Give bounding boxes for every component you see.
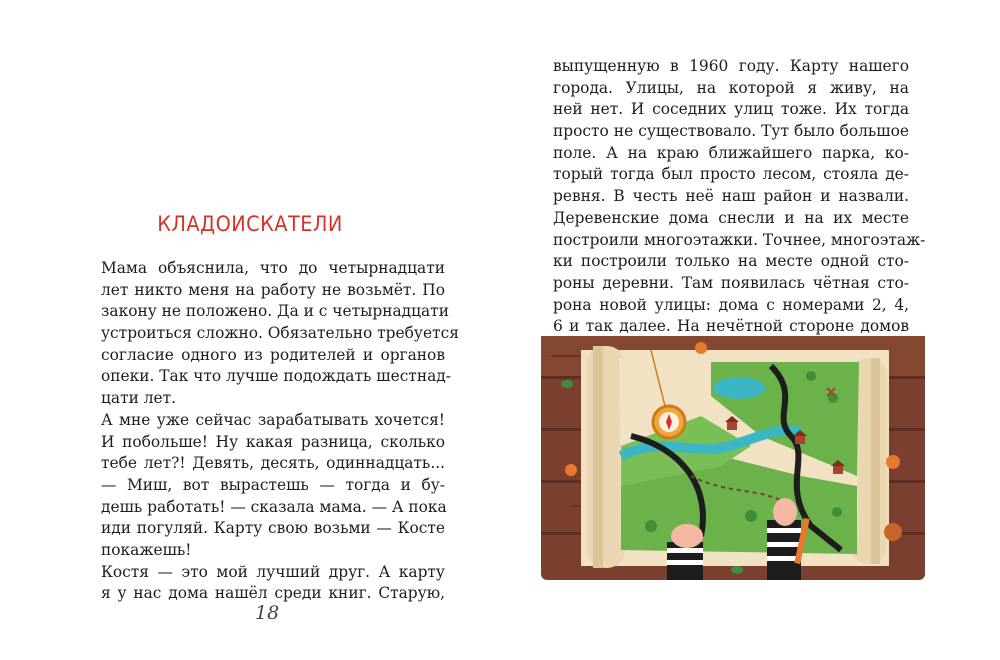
text-line: ки построили только на месте одной сто- xyxy=(553,252,909,271)
text-line: ревня. В честь неё наш район и назвали. xyxy=(553,187,909,206)
text-line: иди погуляй. Карту свою возьми — Косте xyxy=(101,519,445,538)
text-line: ней нет. И соседних улиц тоже. Их тогда xyxy=(553,100,909,119)
text-line: И побольше! Ну какая разница, сколько xyxy=(101,432,445,451)
text-line: согласие одного из родителей и органов xyxy=(101,345,445,364)
text-line: Мама объяснила, что до четырнадцати xyxy=(101,259,445,277)
right-text-block xyxy=(553,56,926,338)
text-line: 6 и так далее. На нечётной стороне домов xyxy=(553,317,909,336)
text-line: опеки. Так что лучше подождать шестнад- xyxy=(101,367,451,386)
text-line: устроиться сложно. Обязательно требуется xyxy=(101,324,459,343)
left-text-block xyxy=(101,258,459,605)
text-line: цати лет. xyxy=(101,389,177,408)
text-line: тебе лет?! Девять, десять, одиннадцать... xyxy=(101,454,445,473)
text-line: торый тогда был просто лесом, стояла де- xyxy=(553,165,909,184)
text-line: роны деревни. Там появилась чётная сто- xyxy=(553,273,909,292)
text-line: закону не положено. Да и с четырнадцати xyxy=(101,302,449,321)
text-line: просто не существовало. Тут было большое xyxy=(553,122,909,141)
text-line: построили многоэтажки. Точнее, многоэтаж- xyxy=(553,230,926,249)
chapter-title: КЛАДОИСКАТЕЛИ xyxy=(157,212,343,236)
text-line: рона новой улицы: дома с номерами 2, 4, xyxy=(553,295,909,314)
text-line: дешь работать! — сказала мама. — А пока xyxy=(101,497,447,516)
text-line: А мне уже сейчас зарабатывать хочется! xyxy=(101,410,445,429)
text-line: лет никто меня на работу не возьмёт. По xyxy=(101,280,445,299)
text-line: — Миш, вот вырастешь — тогда и бу- xyxy=(101,475,445,494)
text-line: города. Улицы, на которой я живу, на xyxy=(553,78,909,97)
text-line: Деревенские дома снесли и на их месте xyxy=(553,208,909,227)
text-line: покажешь! xyxy=(101,540,192,559)
text-line: Костя — это мой лучший друг. А карту xyxy=(101,562,445,581)
text-line: поле. А на краю ближайшего парка, ко- xyxy=(553,143,909,162)
map-scroll xyxy=(581,346,889,568)
treasure-map-illustration xyxy=(541,336,925,580)
page-number: 18 xyxy=(255,602,280,624)
text-line: я у нас дома нашёл среди книг. Старую, xyxy=(101,584,445,603)
text-line: выпущенную в 1960 году. Карту нашего xyxy=(553,57,909,75)
